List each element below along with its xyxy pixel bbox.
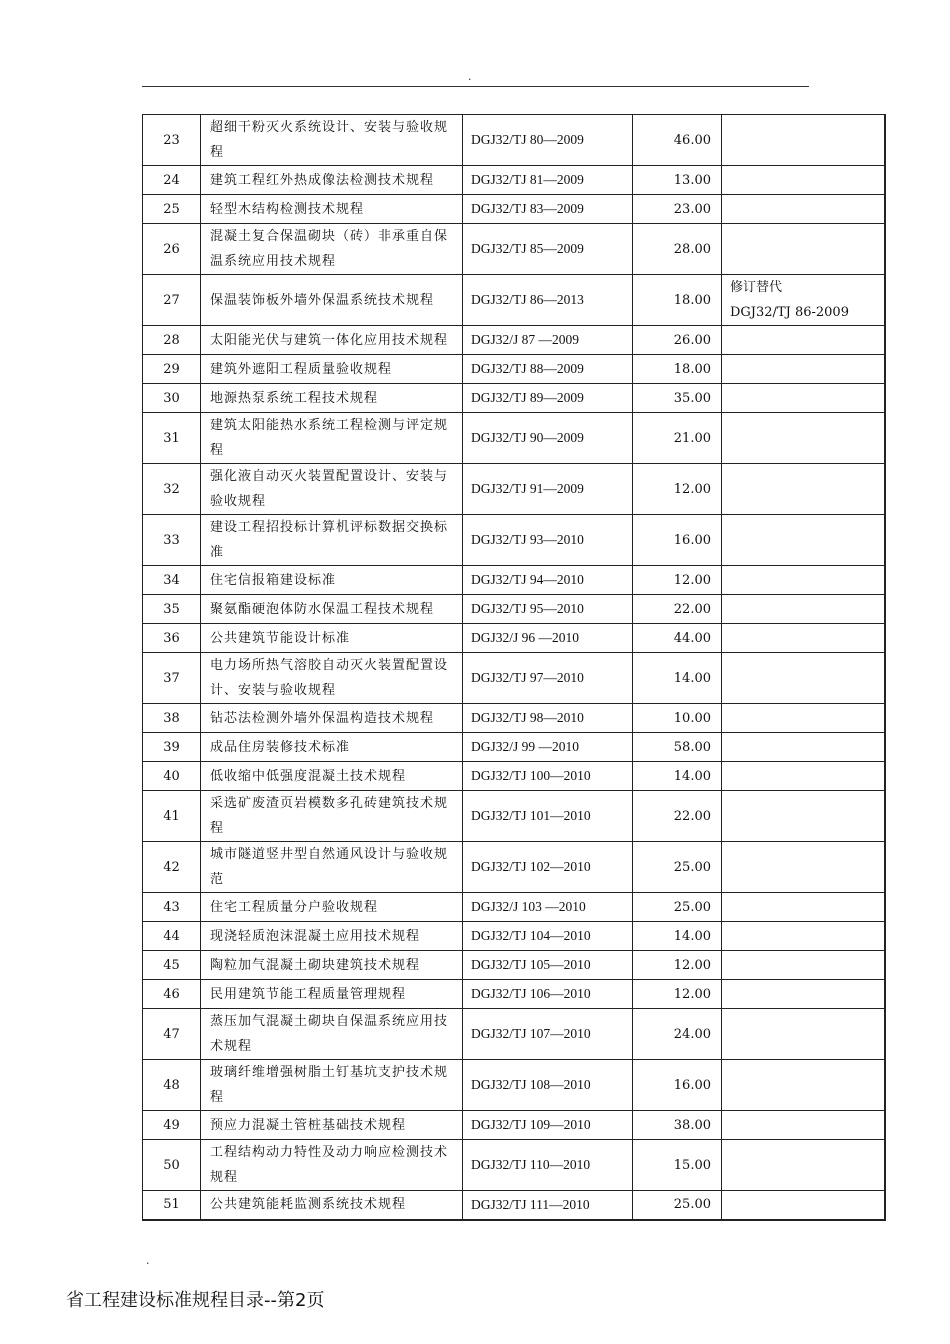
standard-name: 保温装饰板外墙外保温系统技术规程 xyxy=(201,275,463,326)
standard-name: 民用建筑节能工程质量管理规程 xyxy=(201,980,463,1009)
row-number: 51 xyxy=(143,1191,201,1220)
standard-price: 21.00 xyxy=(633,413,722,464)
standard-code: DGJ32/TJ 105—2010 xyxy=(463,951,633,980)
standard-note xyxy=(722,624,885,653)
row-number: 36 xyxy=(143,624,201,653)
standard-name: 现浇轻质泡沫混凝土应用技术规程 xyxy=(201,922,463,951)
standard-note xyxy=(722,1140,885,1191)
standard-name: 成品住房装修技术标准 xyxy=(201,733,463,762)
row-number: 31 xyxy=(143,413,201,464)
header-mark: . xyxy=(468,70,472,83)
row-number: 26 xyxy=(143,224,201,275)
table-row xyxy=(143,980,885,1009)
standard-name: 建筑外遮阳工程质量验收规程 xyxy=(201,355,463,384)
standard-name: 太阳能光伏与建筑一体化应用技术规程 xyxy=(201,326,463,355)
table-row xyxy=(143,842,885,893)
row-number: 41 xyxy=(143,791,201,842)
standard-note xyxy=(722,791,885,842)
standard-note xyxy=(722,842,885,893)
standard-note xyxy=(722,464,885,515)
standard-name: 公共建筑能耗监测系统技术规程 xyxy=(201,1191,463,1220)
standard-name: 陶粒加气混凝土砌块建筑技术规程 xyxy=(201,951,463,980)
table-row xyxy=(143,413,885,464)
standard-note xyxy=(722,595,885,624)
footer-mark: . xyxy=(146,1254,150,1267)
standard-note xyxy=(722,326,885,355)
table-row xyxy=(143,384,885,413)
standard-code: DGJ32/TJ 100—2010 xyxy=(463,762,633,791)
standard-name: 建筑太阳能热水系统工程检测与评定规程 xyxy=(201,413,463,464)
row-number: 33 xyxy=(143,515,201,566)
standard-note xyxy=(722,166,885,195)
standard-code: DGJ32/TJ 95—2010 xyxy=(463,595,633,624)
standard-code: DGJ32/TJ 91—2009 xyxy=(463,464,633,515)
row-number: 38 xyxy=(143,704,201,733)
standard-note xyxy=(722,224,885,275)
row-number: 30 xyxy=(143,384,201,413)
row-number: 43 xyxy=(143,893,201,922)
row-number: 42 xyxy=(143,842,201,893)
standard-price: 13.00 xyxy=(633,166,722,195)
standard-name: 蒸压加气混凝土砌块自保温系统应用技术规程 xyxy=(201,1009,463,1060)
table-row xyxy=(143,624,885,653)
table-row xyxy=(143,922,885,951)
row-number: 45 xyxy=(143,951,201,980)
standard-name: 城市隧道竖井型自然通风设计与验收规范 xyxy=(201,842,463,893)
standard-name: 住宅信报箱建设标准 xyxy=(201,566,463,595)
standard-code: DGJ32/J 87 —2009 xyxy=(463,326,633,355)
standard-name: 轻型木结构检测技术规程 xyxy=(201,195,463,224)
standard-price: 44.00 xyxy=(633,624,722,653)
note-line: 修订替代 xyxy=(730,280,783,295)
standard-code: DGJ32/TJ 104—2010 xyxy=(463,922,633,951)
table-row xyxy=(143,1060,885,1111)
table-row xyxy=(143,653,885,704)
standard-note xyxy=(722,275,885,326)
standard-name: 低收缩中低强度混凝土技术规程 xyxy=(201,762,463,791)
standard-name: 聚氨酯硬泡体防水保温工程技术规程 xyxy=(201,595,463,624)
standard-name: 强化液自动灭火装置配置设计、安装与验收规程 xyxy=(201,464,463,515)
standard-note xyxy=(722,355,885,384)
standard-price: 12.00 xyxy=(633,951,722,980)
standard-price: 10.00 xyxy=(633,704,722,733)
page-footer-title: 省工程建设标准规程目录--第2页 xyxy=(66,1290,325,1311)
standard-name: 工程结构动力特性及动力响应检测技术规程 xyxy=(201,1140,463,1191)
standard-price: 25.00 xyxy=(633,842,722,893)
standard-price: 18.00 xyxy=(633,275,722,326)
table-row xyxy=(143,704,885,733)
standard-price: 26.00 xyxy=(633,326,722,355)
table-row xyxy=(143,595,885,624)
standard-name: 混凝土复合保温砌块（砖）非承重自保温系统应用技术规程 xyxy=(201,224,463,275)
table-row xyxy=(143,195,885,224)
table-row xyxy=(143,224,885,275)
standard-name: 超细干粉灭火系统设计、安装与验收规程 xyxy=(201,115,463,166)
standard-price: 25.00 xyxy=(633,1191,722,1220)
table-row xyxy=(143,1111,885,1140)
standard-name: 玻璃纤维增强树脂土钉基坑支护技术规程 xyxy=(201,1060,463,1111)
standard-code: DGJ32/TJ 111—2010 xyxy=(463,1191,633,1220)
standard-code: DGJ32/J 96 —2010 xyxy=(463,624,633,653)
standard-price: 14.00 xyxy=(633,653,722,704)
standard-code: DGJ32/TJ 90—2009 xyxy=(463,413,633,464)
standard-note xyxy=(722,653,885,704)
standard-price: 46.00 xyxy=(633,115,722,166)
row-number: 27 xyxy=(143,275,201,326)
row-number: 34 xyxy=(143,566,201,595)
standard-note xyxy=(722,384,885,413)
standard-code: DGJ32/TJ 101—2010 xyxy=(463,791,633,842)
row-number: 44 xyxy=(143,922,201,951)
table-row xyxy=(143,115,885,166)
standard-code: DGJ32/TJ 85—2009 xyxy=(463,224,633,275)
standard-code: DGJ32/TJ 94—2010 xyxy=(463,566,633,595)
table-row xyxy=(143,464,885,515)
standard-price: 22.00 xyxy=(633,791,722,842)
standard-code: DGJ32/J 99 —2010 xyxy=(463,733,633,762)
row-number: 24 xyxy=(143,166,201,195)
standard-code: DGJ32/TJ 88—2009 xyxy=(463,355,633,384)
standard-note xyxy=(722,951,885,980)
row-number: 48 xyxy=(143,1060,201,1111)
standard-price: 24.00 xyxy=(633,1009,722,1060)
standard-code: DGJ32/TJ 86—2013 xyxy=(463,275,633,326)
standard-price: 16.00 xyxy=(633,1060,722,1111)
standard-code: DGJ32/TJ 80—2009 xyxy=(463,115,633,166)
standard-note xyxy=(722,922,885,951)
standard-note xyxy=(722,733,885,762)
standard-price: 15.00 xyxy=(633,1140,722,1191)
standard-price: 14.00 xyxy=(633,762,722,791)
row-number: 47 xyxy=(143,1009,201,1060)
standard-name: 采选矿废渣页岩模数多孔砖建筑技术规程 xyxy=(201,791,463,842)
row-number: 35 xyxy=(143,595,201,624)
standard-price: 12.00 xyxy=(633,566,722,595)
row-number: 37 xyxy=(143,653,201,704)
standard-price: 12.00 xyxy=(633,464,722,515)
row-number: 46 xyxy=(143,980,201,1009)
standard-code: DGJ32/TJ 83—2009 xyxy=(463,195,633,224)
standard-note xyxy=(722,115,885,166)
standard-name: 建设工程招投标计算机评标数据交换标准 xyxy=(201,515,463,566)
standard-note xyxy=(722,1111,885,1140)
standard-price: 23.00 xyxy=(633,195,722,224)
table-row xyxy=(143,355,885,384)
row-number: 23 xyxy=(143,115,201,166)
row-number: 32 xyxy=(143,464,201,515)
table-row xyxy=(143,762,885,791)
standard-name: 公共建筑节能设计标准 xyxy=(201,624,463,653)
table-row xyxy=(143,326,885,355)
standard-price: 35.00 xyxy=(633,384,722,413)
row-number: 50 xyxy=(143,1140,201,1191)
standard-price: 22.00 xyxy=(633,595,722,624)
standard-note xyxy=(722,762,885,791)
standard-note xyxy=(722,1060,885,1111)
standard-code: DGJ32/TJ 93—2010 xyxy=(463,515,633,566)
standards-table xyxy=(142,114,886,1221)
standard-code: DGJ32/J 103 —2010 xyxy=(463,893,633,922)
standard-note xyxy=(722,1191,885,1220)
row-number: 40 xyxy=(143,762,201,791)
standard-code: DGJ32/TJ 109—2010 xyxy=(463,1111,633,1140)
standard-price: 14.00 xyxy=(633,922,722,951)
table-row xyxy=(143,1009,885,1060)
standard-note xyxy=(722,1009,885,1060)
note-line: DGJ32/TJ 86-2009 xyxy=(730,305,849,320)
standard-price: 58.00 xyxy=(633,733,722,762)
standard-code: DGJ32/TJ 81—2009 xyxy=(463,166,633,195)
row-number: 25 xyxy=(143,195,201,224)
standard-note xyxy=(722,515,885,566)
standard-name: 预应力混凝土管桩基础技术规程 xyxy=(201,1111,463,1140)
standard-note xyxy=(722,195,885,224)
standard-code: DGJ32/TJ 89—2009 xyxy=(463,384,633,413)
standard-name: 电力场所热气溶胶自动灭火装置配置设计、安装与验收规程 xyxy=(201,653,463,704)
table-row xyxy=(143,166,885,195)
standard-name: 建筑工程红外热成像法检测技术规程 xyxy=(201,166,463,195)
table-row xyxy=(143,275,885,326)
standard-name: 钻芯法检测外墙外保温构造技术规程 xyxy=(201,704,463,733)
table-row xyxy=(143,1191,885,1220)
row-number: 49 xyxy=(143,1111,201,1140)
standard-note xyxy=(722,704,885,733)
table-row xyxy=(143,515,885,566)
standard-price: 16.00 xyxy=(633,515,722,566)
standard-price: 12.00 xyxy=(633,980,722,1009)
standard-code: DGJ32/TJ 107—2010 xyxy=(463,1009,633,1060)
standard-note xyxy=(722,566,885,595)
standard-price: 18.00 xyxy=(633,355,722,384)
standard-note xyxy=(722,893,885,922)
standard-name: 住宅工程质量分户验收规程 xyxy=(201,893,463,922)
standard-price: 38.00 xyxy=(633,1111,722,1140)
table-row xyxy=(143,791,885,842)
standard-name: 地源热泵系统工程技术规程 xyxy=(201,384,463,413)
standard-price: 28.00 xyxy=(633,224,722,275)
table-row xyxy=(143,733,885,762)
standard-code: DGJ32/TJ 102—2010 xyxy=(463,842,633,893)
standards-table-body xyxy=(143,115,885,1220)
row-number: 39 xyxy=(143,733,201,762)
row-number: 28 xyxy=(143,326,201,355)
header-rule xyxy=(142,86,809,87)
row-number: 29 xyxy=(143,355,201,384)
standard-code: DGJ32/TJ 97—2010 xyxy=(463,653,633,704)
table-row xyxy=(143,951,885,980)
table-row xyxy=(143,1140,885,1191)
standard-code: DGJ32/TJ 108—2010 xyxy=(463,1060,633,1111)
standard-code: DGJ32/TJ 106—2010 xyxy=(463,980,633,1009)
standard-note xyxy=(722,413,885,464)
standard-note xyxy=(722,980,885,1009)
table-row xyxy=(143,566,885,595)
table-row xyxy=(143,893,885,922)
standard-price: 25.00 xyxy=(633,893,722,922)
standard-code: DGJ32/TJ 110—2010 xyxy=(463,1140,633,1191)
standard-code: DGJ32/TJ 98—2010 xyxy=(463,704,633,733)
